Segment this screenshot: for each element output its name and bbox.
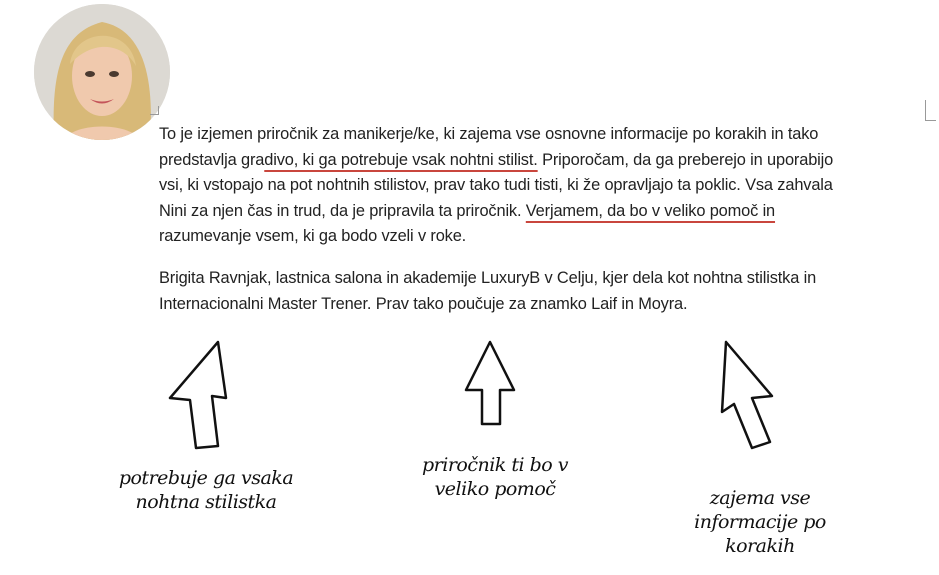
text: predstavlja gra (159, 150, 265, 169)
corner-mark-right (925, 100, 936, 121)
text-line: vsi, ki vstopajo na pot nohtnih stilistov, prav tako tudi tisti, ki že opravljajo ta poklic. Vsa zahvala (159, 176, 833, 195)
corner-mark-left (150, 106, 159, 115)
text-line: razumevanje vsem, ki ga bodo vzeli v roke. (159, 227, 467, 246)
callout-line: priročnik ti bo v (422, 454, 568, 476)
text-line: Brigita Ravnjak, lastnica salona in akademije LuxuryB v Celju, kjer dela kot nohtna stilistka in (159, 269, 817, 287)
callout-line: veliko pomoč (434, 478, 556, 500)
text-line (159, 148, 833, 174)
arrow-icon (160, 338, 230, 453)
text: Nini za njen čas in trud, da je pripravila ta priročnik. (159, 201, 526, 220)
callout-line: nohtna stilistka (135, 491, 277, 513)
callout-2 (405, 453, 585, 501)
callout-line: korakih (725, 535, 795, 557)
text: Priporočam, da ga preberejo in uporabijo (537, 150, 834, 169)
arrow-icon (462, 338, 518, 428)
arrow-icon (712, 338, 778, 453)
callout-1 (96, 466, 316, 514)
text-line (159, 199, 833, 225)
underlined-text: Verjamem, da bo v veliko pomoč in (525, 201, 776, 220)
callout-line: informacije po (694, 511, 826, 533)
text-line: Internacionalni Master Trener. Prav tako poučuje za znamko Laif in Moyra. (159, 294, 688, 313)
callout-line: potrebuje ga vsaka (118, 467, 294, 489)
author-paragraph (159, 266, 816, 317)
intro-paragraph (159, 122, 833, 250)
callout-line: zajema vse (709, 487, 811, 509)
callout-3 (675, 486, 845, 558)
author-avatar (34, 4, 170, 140)
underlined-text: divo, ki ga potrebuje vsak nohtni stilist. (264, 150, 538, 169)
text-line: To je izjemen priročnik za manikerje/ke, ki zajema vse osnovne informacije po korakih in tako (159, 125, 819, 143)
